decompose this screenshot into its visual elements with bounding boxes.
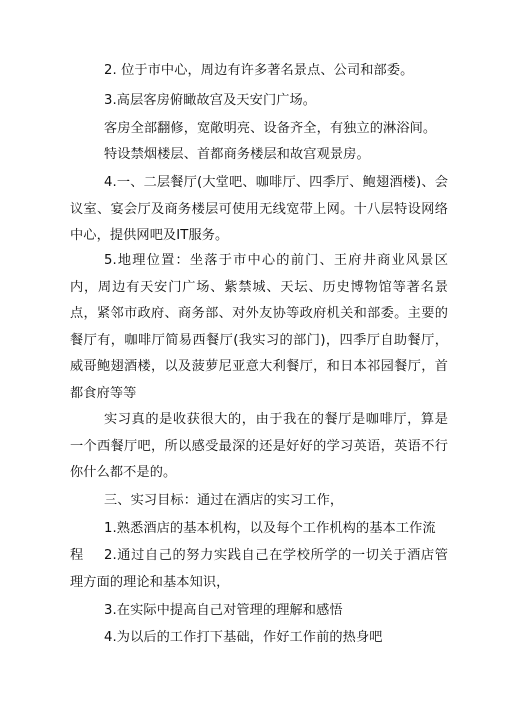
paragraph-geography: 5.地理位置：坐落于市中心的前门、王府井商业风景区内，周边有天安门广场、紫禁城、天坛、历史博物馆等著名景点，紧邻市政府、商务部、对外友协等政府机关和部委。主要的餐厅有，咖啡厅简易西餐厅(我实习的部门)，四季厅自助餐厅，威哥鲍翅酒楼，以及菠萝尼亚意大利餐厅，和日本祁园餐厅，首都食府等等 <box>70 253 448 401</box>
paragraph-special-floors: 特设禁烟楼层、首都商务楼层和故宫观景房。 <box>104 147 370 162</box>
paragraph-wireless: 4.一、二层餐厅(大堂吧、咖啡厅、四季厅、鲍翅酒楼)、会议室、宴会厅及商务楼层可使用无线宽带上网。十八层特设网络中心，提供网吧及IT服务。 <box>70 175 448 243</box>
paragraph-goal-2: 2.通过自己的努力实践自己在学校所学的一切关于酒店管理方面的理论和基本知识， <box>70 548 448 590</box>
paragraph-rooms-renovated: 客房全部翻修，宽敞明亮、设备齐全，有独立的淋浴间。 <box>104 121 437 136</box>
paragraph-location: 2. 位于市中心，周边有许多著名景点、公司和部委。 <box>104 63 414 78</box>
paragraph-internship-reflection: 实习真的是收获很大的，由于我在的餐厅是咖啡厅，算是一个西餐厅吧，所以感受最深的还是好好的学习英语，英语不行你什么都不是的。 <box>70 412 448 480</box>
paragraph-goal-4: 4.为以后的工作打下基础，作好工作前的热身吧 <box>104 630 383 645</box>
paragraph-goal-3: 3.在实际中提高自己对管理的理解和感悟 <box>104 603 343 618</box>
paragraph-high-rooms: 3.高层客房俯瞰故宫及天安门广场。 <box>104 93 317 108</box>
paragraph-goals-heading: 三、实习目标：通过在酒店的实习工作， <box>104 493 344 508</box>
paragraph-goal-1: 1.熟悉酒店的基本机构，以及每个工作机构的基本工作流程 <box>70 521 436 563</box>
